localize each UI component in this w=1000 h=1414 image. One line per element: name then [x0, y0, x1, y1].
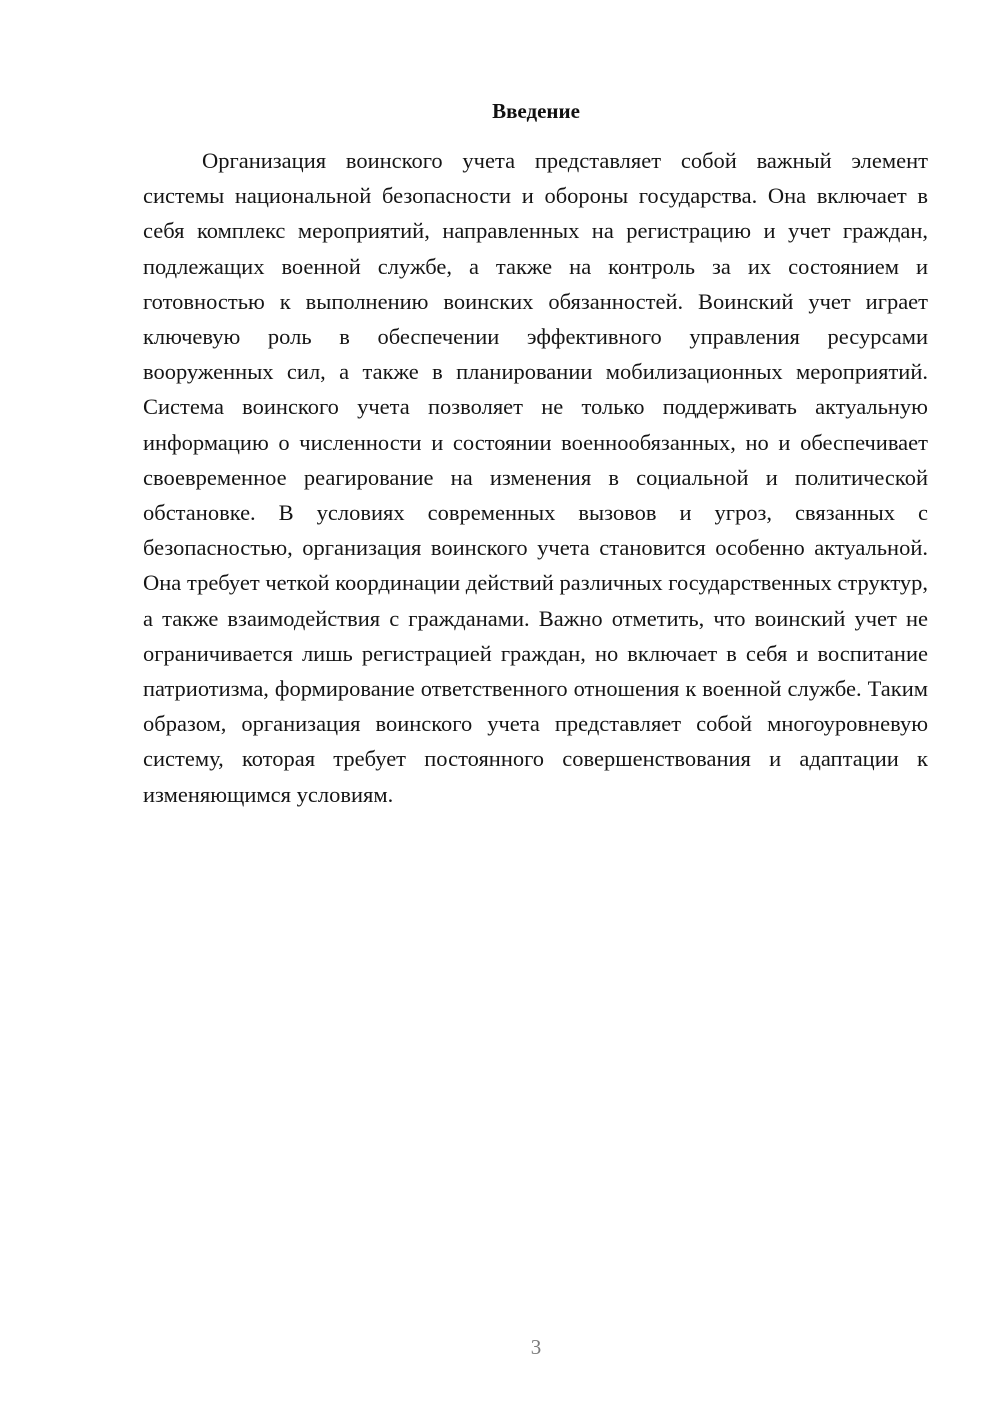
body-paragraph: Организация воинского учета представляет собой важный элемент системы национальной безопасности и обороны государства. Она включает в себя комплекс мероприятий, направленных на регистрацию и учет граждан, подлежащих военной службе, а также на контроль за их состоянием и готовностью к выполнению воинских обязанностей. Воинский учет играет ключевую роль в обеспечении эффективного управления ресурсами вооруженных сил, а также в планировании мобилизационных мероприятий. Система воинского учета позволяет не только поддерживать актуальную информацию о численности и состоянии военнообязанных, но и обеспечивает своевременное реагирование на изменения в социальной и политической обстановке. В условиях современных вызовов и угроз, связанных с безопасностью, организация воинского учета становится особенно актуальной. Она требует четкой координации действий различных государственных структур, а также взаимодействия с гражданами. Важно отметить, что воинский учет не ограничивается лишь регистрацией граждан, но включает в себя и воспитание патриотизма, формирование ответственного отношения к военной службе. Таким образом, организация воинского учета представляет собой многоуровневую систему, которая требует постоянного совершенствования и адаптации к изменяющимся условиям. — [143, 148, 928, 807]
section-heading: Введение — [492, 99, 580, 123]
page-number: 3 — [530, 1335, 542, 1359]
